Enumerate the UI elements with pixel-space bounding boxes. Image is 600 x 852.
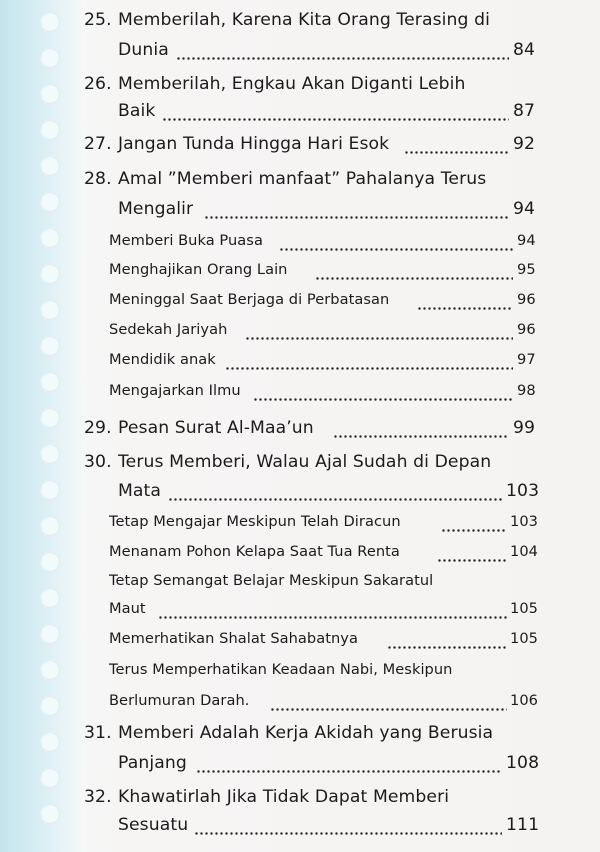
subentry-title-cont: Berlumuran Darah. [109, 692, 250, 709]
toc-subentry [0, 537, 600, 567]
page-number: 96 [517, 321, 536, 338]
toc-subentry [0, 285, 600, 315]
toc-subentry [0, 507, 600, 537]
toc-subentry [0, 376, 600, 406]
page-number: 94 [517, 232, 536, 249]
toc-entry [0, 413, 600, 443]
toc-subentry-continuation [0, 686, 600, 716]
dot-leader [225, 345, 513, 375]
dot-leader [168, 476, 503, 506]
toc-entry [0, 782, 600, 812]
dot-leader [441, 507, 507, 537]
dot-leader [194, 810, 502, 840]
toc-subentry [0, 655, 600, 685]
subentry-title: Terus Memperhatikan Keadaan Nabi, Meskipun [109, 661, 453, 678]
entry-number: 29. [84, 418, 112, 438]
toc-entry-continuation [0, 194, 600, 224]
toc-subentry [0, 226, 600, 256]
subentry-title: Tetap Mengajar Meskipun Telah Diracun [109, 513, 401, 530]
dot-leader [417, 285, 513, 315]
page-number: 104 [510, 543, 539, 560]
dot-leader [196, 748, 502, 778]
entry-number: 25. [84, 10, 112, 30]
dot-leader [279, 226, 513, 256]
entry-title-cont: Dunia [118, 40, 169, 60]
dot-leader [315, 255, 513, 285]
dot-leader [404, 129, 509, 159]
entry-title: Memberilah, Engkau Akan Diganti Lebih [118, 74, 466, 94]
toc-entry-continuation [0, 810, 600, 840]
page-number: 99 [513, 418, 536, 438]
page-number: 87 [513, 101, 536, 121]
subentry-title: Sedekah Jariyah [109, 321, 228, 338]
entry-title: Memberi Adalah Kerja Akidah yang Berusia [118, 723, 494, 743]
page-number: 92 [513, 134, 536, 154]
entry-title-cont: Mata [118, 481, 162, 501]
entry-number: 26. [84, 74, 112, 94]
toc-subentry [0, 315, 600, 345]
toc-entry [0, 129, 600, 159]
dot-leader [437, 537, 507, 567]
toc-entry [0, 69, 600, 99]
toc-entry [0, 718, 600, 748]
entry-title: Amal ”Memberi manfaat” Pahalanya Terus [118, 169, 487, 189]
entry-title-cont: Mengalir [118, 199, 194, 219]
toc-entry [0, 164, 600, 194]
page-number: 97 [517, 351, 536, 368]
page-number: 98 [517, 382, 536, 399]
subentry-title-cont: Maut [109, 600, 146, 617]
subentry-title: Memerhatikan Shalat Sahabatnya [109, 630, 358, 647]
page-number: 105 [510, 630, 539, 647]
entry-title: Khawatirlah Jika Tidak Dapat Memberi [118, 787, 450, 807]
entry-number: 31. [84, 723, 112, 743]
page-number: 96 [517, 291, 536, 308]
entry-number: 27. [84, 134, 112, 154]
page-number: 105 [510, 600, 539, 617]
entry-title: Pesan Surat Al-Maa’un [118, 418, 314, 438]
entry-number: 32. [84, 787, 112, 807]
page-number: 106 [510, 692, 539, 709]
toc-subentry [0, 624, 600, 654]
toc-subentry-continuation [0, 594, 600, 624]
page-number: 103 [510, 513, 539, 530]
subentry-title: Mengajarkan Ilmu [109, 382, 241, 399]
toc-subentry [0, 255, 600, 285]
page-number: 84 [513, 40, 536, 60]
entry-title-cont: Panjang [118, 753, 187, 773]
entry-title-cont: Sesuatu [118, 815, 189, 835]
subentry-title: Memberi Buka Puasa [109, 232, 263, 249]
toc-entry-continuation [0, 96, 600, 126]
toc-subentry [0, 566, 600, 596]
toc-entry-continuation [0, 35, 600, 65]
entry-title: Terus Memberi, Walau Ajal Sudah di Depan [118, 452, 492, 472]
dot-leader [253, 376, 513, 406]
dot-leader [162, 96, 509, 126]
entry-title: Memberilah, Karena Kita Orang Terasing di [118, 10, 490, 30]
page-number: 108 [506, 753, 540, 773]
entry-title: Jangan Tunda Hingga Hari Esok [118, 134, 390, 154]
subentry-title: Menanam Pohon Kelapa Saat Tua Renta [109, 543, 400, 560]
page-number: 95 [517, 261, 536, 278]
entry-number: 30. [84, 452, 112, 472]
page-number: 111 [506, 815, 540, 835]
dot-leader [158, 594, 507, 624]
dot-leader [204, 194, 509, 224]
dot-leader [270, 686, 507, 716]
page-number: 94 [513, 199, 536, 219]
dot-leader [245, 315, 513, 345]
subentry-title: Mendidik anak [109, 351, 216, 368]
toc-subentry [0, 345, 600, 375]
subentry-title: Tetap Semangat Belajar Meskipun Sakaratul [109, 572, 434, 589]
entry-number: 28. [84, 169, 112, 189]
toc-entry [0, 5, 600, 35]
dot-leader [176, 35, 509, 65]
toc-entry [0, 447, 600, 477]
toc-entry-continuation [0, 748, 600, 778]
dot-leader [333, 413, 509, 443]
subentry-title: Menghajikan Orang Lain [109, 261, 288, 278]
dot-leader [387, 624, 507, 654]
entry-title-cont: Baik [118, 101, 156, 121]
subentry-title: Meninggal Saat Berjaga di Perbatasan [109, 291, 390, 308]
page-number: 103 [506, 481, 540, 501]
toc-entry-continuation [0, 476, 600, 506]
